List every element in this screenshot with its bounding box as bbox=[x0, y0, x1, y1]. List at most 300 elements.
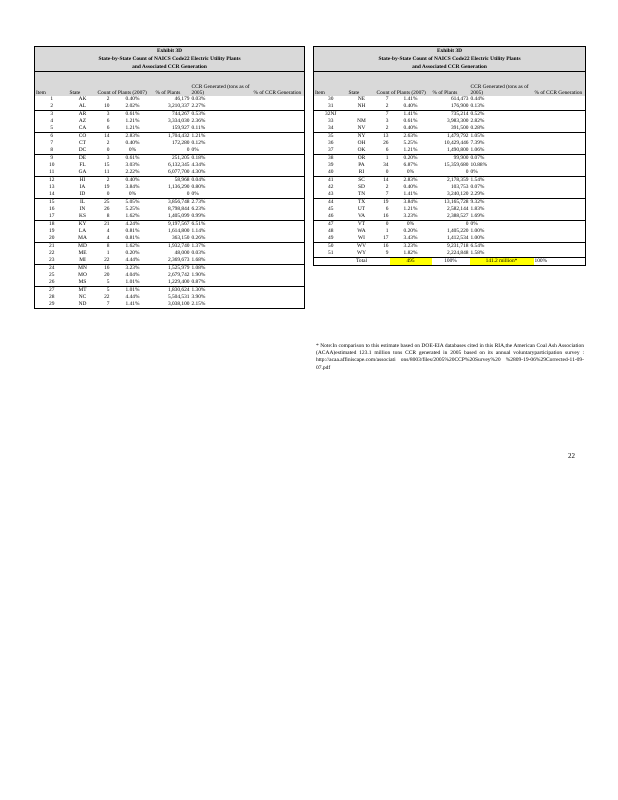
table-row bbox=[314, 140, 586, 147]
cell-item: 39 bbox=[328, 161, 334, 168]
cell-item: 29 bbox=[49, 300, 55, 307]
table-row bbox=[314, 206, 586, 213]
table-row bbox=[314, 147, 586, 155]
cell-pct-plants: 5.05% bbox=[111, 199, 155, 207]
cell-pct-ccr: 10.88% bbox=[470, 161, 488, 168]
cell-state: ID bbox=[79, 190, 86, 197]
cell-count: 6 bbox=[106, 124, 110, 131]
table-row bbox=[35, 265, 305, 273]
cell-blank bbox=[534, 96, 586, 103]
cell-state: MI bbox=[79, 256, 86, 263]
cell-pct-ccr: 2.36% bbox=[191, 117, 206, 124]
cell-item: 42 bbox=[328, 183, 334, 190]
cell-ccr: 744,267 bbox=[155, 111, 191, 119]
cell-count: 1 bbox=[106, 249, 110, 256]
table-row bbox=[35, 279, 305, 287]
cell-item: 46 bbox=[328, 212, 334, 219]
cell-ccr: 2,388,527 bbox=[446, 212, 469, 219]
cell-pct-ccr: 0.03% bbox=[191, 95, 206, 102]
col-item: Item bbox=[35, 72, 69, 97]
cell-pct-ccr: 1.08% bbox=[191, 265, 253, 273]
cell-blank bbox=[534, 235, 586, 243]
cell-blank bbox=[253, 118, 305, 125]
cell-state: MT bbox=[69, 287, 97, 295]
cell-pct-plants: 2.83% bbox=[390, 177, 432, 185]
cell-pct-ccr: 1.00% bbox=[470, 227, 485, 234]
col-count: Count of Plants (2007) bbox=[376, 72, 432, 97]
cell-ccr: 1,830,624 bbox=[155, 287, 191, 295]
cell-blank bbox=[253, 184, 305, 191]
cell-blank bbox=[253, 206, 305, 213]
table-row bbox=[35, 294, 305, 301]
cell-pct-ccr: 1.83% bbox=[470, 205, 485, 212]
cell-item: 35 bbox=[314, 133, 348, 141]
cell-pct-plants: 1.62% bbox=[125, 212, 140, 219]
cell-state: VT bbox=[348, 221, 376, 229]
total-pct-plants: 100% bbox=[432, 258, 470, 266]
cell-blank bbox=[253, 301, 305, 309]
col-count: Count of Plants (2007) bbox=[97, 72, 155, 97]
cell-state: NM bbox=[357, 117, 366, 124]
cell-item: 20 bbox=[49, 234, 55, 241]
cell-pct-ccr: 0.07% bbox=[470, 155, 534, 163]
cell-pct-plants: 2.22% bbox=[125, 168, 140, 175]
cell-ccr: 46,179 bbox=[174, 95, 190, 102]
table-row bbox=[35, 155, 305, 163]
cell-count: 4 bbox=[106, 234, 110, 241]
col-ccr: CCR Generated (tons as of 2005) bbox=[191, 72, 253, 97]
cell-state: MN bbox=[69, 265, 97, 273]
table-row bbox=[35, 191, 305, 199]
cell-state: DE bbox=[69, 155, 97, 163]
cell-blank bbox=[534, 169, 586, 177]
cell-ccr: 176,900 bbox=[450, 102, 469, 109]
cell-item: 7 bbox=[50, 139, 54, 146]
cell-blank bbox=[534, 147, 586, 155]
cell-ccr: 1,412,534 bbox=[446, 234, 469, 241]
cell-ccr: 735,214 bbox=[432, 111, 470, 119]
cell-pct-ccr: 2.82% bbox=[470, 117, 485, 124]
cell-blank bbox=[253, 294, 305, 301]
cell-pct-plants: 1.21% bbox=[403, 146, 418, 153]
cell-pct-plants: 3.84% bbox=[390, 199, 432, 207]
table-row bbox=[35, 125, 305, 133]
cell-item: 31 bbox=[328, 102, 334, 109]
cell-count: 2 bbox=[97, 177, 111, 185]
cell-blank bbox=[253, 125, 305, 133]
table-title: Exhibit 3D State-by-State Count of NAICS Code22 Electric Utility Plants and Associated CCR Generation bbox=[314, 47, 586, 72]
cell-count: 0 bbox=[106, 146, 110, 153]
cell-ccr: 1,479,792 bbox=[432, 133, 470, 141]
cell-state: IL bbox=[69, 199, 97, 207]
cell-state: OR bbox=[348, 155, 376, 163]
table-row bbox=[314, 133, 586, 141]
cell-count: 22 bbox=[104, 256, 110, 263]
cell-ccr: 2,178,359 bbox=[432, 177, 470, 185]
cell-state: AK bbox=[78, 95, 87, 102]
cell-ccr: 2,679,742 bbox=[167, 271, 190, 278]
cell-ccr: 1,704,432 bbox=[155, 133, 191, 141]
cell-item: 30 bbox=[328, 95, 334, 102]
cell-ccr: 6,132,345 bbox=[167, 161, 190, 168]
cell-state: SD bbox=[358, 183, 365, 190]
cell-state: RI bbox=[358, 168, 365, 175]
cell-blank bbox=[534, 184, 586, 191]
cell-blank bbox=[253, 169, 305, 177]
table-row bbox=[314, 103, 586, 111]
cell-pct-ccr: 0.18% bbox=[191, 155, 253, 163]
col-pct-plants: % of Plants bbox=[155, 72, 191, 97]
cell-state: KY bbox=[69, 221, 97, 229]
cell-state: CT bbox=[79, 139, 86, 146]
cell-pct-plants: 1.82% bbox=[403, 249, 418, 256]
cell-ccr: 9,231,718 bbox=[432, 243, 470, 251]
table-row bbox=[314, 243, 586, 251]
cell-pct-ccr: 0% bbox=[191, 146, 199, 153]
cell-item: 23 bbox=[49, 256, 55, 263]
col-ccr: CCR Generated (tons as of 2005) bbox=[470, 72, 534, 97]
cell-count: 1 bbox=[376, 155, 390, 163]
cell-count: 11 bbox=[104, 168, 110, 175]
cell-blank bbox=[534, 177, 586, 185]
cell-count: 17 bbox=[383, 234, 389, 241]
cell-ccr: 13,165,728 bbox=[432, 199, 470, 207]
table-row bbox=[314, 169, 586, 177]
table-row bbox=[35, 272, 305, 279]
cell-blank bbox=[534, 221, 586, 229]
cell-pct-plants: 3.03% bbox=[125, 161, 140, 168]
cell-ccr: 251,205 bbox=[155, 155, 191, 163]
cell-state: NY bbox=[348, 133, 376, 141]
cell-blank bbox=[253, 257, 305, 265]
table-row bbox=[35, 257, 305, 265]
cell-blank bbox=[253, 140, 305, 147]
cell-ccr: 1,405,099 bbox=[167, 212, 190, 219]
cell-blank bbox=[534, 162, 586, 169]
cell-pct-ccr: 2.15% bbox=[191, 300, 206, 307]
cell-state: KS bbox=[79, 212, 86, 219]
cell-pct-plants: 4.04% bbox=[125, 271, 140, 278]
cell-count: 2 bbox=[106, 95, 110, 102]
cell-item: 43 bbox=[328, 190, 334, 197]
table-row bbox=[35, 221, 305, 229]
cell-state: LA bbox=[78, 227, 87, 234]
cell-pct-ccr: 1.21% bbox=[191, 133, 253, 141]
cell-count: 16 bbox=[383, 212, 389, 219]
cell-count: 6 bbox=[385, 205, 389, 212]
cell-item: 16 bbox=[49, 205, 55, 212]
cell-pct-plants: 5.25% bbox=[125, 205, 140, 212]
cell-count: 26 bbox=[104, 205, 110, 212]
cell-pct-ccr: 3.90% bbox=[191, 293, 206, 300]
cell-state: MD bbox=[69, 243, 97, 251]
cell-blank bbox=[253, 235, 305, 243]
cell-blank bbox=[376, 258, 390, 266]
cell-state: WY bbox=[357, 249, 366, 256]
cell-blank bbox=[534, 228, 586, 235]
cell-blank bbox=[534, 118, 586, 125]
table-row bbox=[35, 169, 305, 177]
cell-count: 13 bbox=[376, 133, 390, 141]
cell-ccr: 1,490,800 bbox=[446, 146, 469, 153]
cell-item: 45 bbox=[328, 205, 334, 212]
col-pct-ccr: % of CCR Generation bbox=[534, 72, 586, 97]
cell-pct-ccr: 0.87% bbox=[191, 278, 206, 285]
cell-count: 1 bbox=[385, 227, 389, 234]
cell-pct-plants: 0.40% bbox=[403, 102, 418, 109]
table-row bbox=[35, 250, 305, 257]
cell-count: 6 bbox=[385, 146, 389, 153]
cell-state: FL bbox=[79, 161, 86, 168]
table-row bbox=[35, 140, 305, 147]
cell-pct-ccr: 0.99% bbox=[191, 212, 206, 219]
cell-blank bbox=[253, 243, 305, 251]
cell-pct-ccr: 4.34% bbox=[191, 161, 206, 168]
cell-count: 5 bbox=[97, 287, 111, 295]
cell-pct-plants: 0.40% bbox=[125, 139, 140, 146]
cell-blank bbox=[253, 162, 305, 169]
cell-count: 2 bbox=[385, 102, 389, 109]
cell-state: SC bbox=[348, 177, 376, 185]
cell-pct-plants: 0% bbox=[128, 146, 137, 153]
table-row bbox=[35, 228, 305, 235]
cell-pct-ccr: 1.14% bbox=[191, 227, 206, 234]
footnote: * Note:In comparison to this estimate based on DOE-EIA databases cited in this RIA,the American Coal Ash Association (ACAA)estimated 123.1 million tons CCR generated in 2005 based on its annual voluntaryparticipation survey : http://acaa.affiniscape.com/associati ons/8003/files/2005%20CCP%20Survey%20 %2809-19-06%29Corrected-11-09-07.pdf bbox=[316, 343, 584, 371]
cell-pct-ccr: 0.04% bbox=[191, 177, 253, 185]
cell-state: WV bbox=[348, 243, 376, 251]
cell-ccr: 10,429,446 bbox=[444, 139, 469, 146]
table-title: Exhibit 3D State-by-State Count of NAICS Code22 Electric Utility Plants and Associated CCR Generation bbox=[35, 47, 305, 72]
cell-state: NE bbox=[357, 95, 366, 102]
cell-count: 0 bbox=[106, 190, 110, 197]
cell-pct-ccr: 0.44% bbox=[470, 95, 485, 102]
cell-pct-plants: 0.20% bbox=[125, 249, 140, 256]
cell-pct-ccr: 2.27% bbox=[191, 102, 206, 109]
cell-pct-plants: 1.21% bbox=[403, 205, 418, 212]
col-item: Item bbox=[314, 72, 348, 97]
cell-state: ND bbox=[78, 300, 87, 307]
table-row bbox=[35, 287, 305, 295]
page-number: 22 bbox=[568, 452, 575, 460]
table-row bbox=[314, 111, 586, 119]
cell-blank bbox=[534, 191, 586, 199]
cell-ccr: 6,077,700 bbox=[167, 168, 190, 175]
cell-state: IA bbox=[79, 183, 86, 190]
cell-item: 17 bbox=[49, 212, 55, 219]
cell-count: 34 bbox=[383, 161, 389, 168]
cell-count: 20 bbox=[104, 271, 110, 278]
cell-pct-plants: 0% bbox=[390, 221, 432, 229]
cell-item: 26 bbox=[49, 278, 55, 285]
table-row bbox=[314, 125, 586, 133]
exhibit-table-right bbox=[313, 46, 586, 266]
cell-state: CA bbox=[78, 124, 87, 131]
cell-blank bbox=[314, 258, 348, 266]
cell-pct-plants: 0.40% bbox=[403, 183, 418, 190]
cell-state: CO bbox=[69, 133, 97, 141]
cell-blank bbox=[253, 199, 305, 207]
cell-state: TX bbox=[348, 199, 376, 207]
cell-pct-plants: 2.63% bbox=[390, 133, 432, 141]
cell-blank bbox=[253, 250, 305, 257]
cell-count: 2 bbox=[385, 183, 389, 190]
cell-item: 38 bbox=[314, 155, 348, 163]
cell-count: 14 bbox=[97, 133, 111, 141]
table-row bbox=[314, 191, 586, 199]
cell-pct-plants: 1.41% bbox=[125, 300, 140, 307]
cell-state: OK bbox=[357, 146, 366, 153]
cell-blank bbox=[534, 199, 586, 207]
cell-pct-plants: 0% bbox=[128, 190, 137, 197]
cell-pct-ccr: 9.32% bbox=[470, 199, 534, 207]
table-row bbox=[35, 235, 305, 243]
cell-state: IN bbox=[79, 205, 86, 212]
cell-pct-plants: 0.61% bbox=[111, 155, 155, 163]
cell-state: PA bbox=[358, 161, 365, 168]
cell-count: 9 bbox=[385, 249, 389, 256]
cell-pct-ccr: 2.29% bbox=[470, 190, 485, 197]
cell-pct-plants: 1.21% bbox=[125, 117, 140, 124]
col-state: State bbox=[69, 72, 97, 97]
cell-item: 28 bbox=[49, 293, 55, 300]
cell-ccr: 3,210,337 bbox=[167, 102, 190, 109]
cell-count: 16 bbox=[376, 243, 390, 251]
cell-ccr: 3,983,300 bbox=[446, 117, 469, 124]
cell-item: 1 bbox=[50, 95, 54, 102]
cell-count: 5 bbox=[106, 278, 110, 285]
cell-pct-plants: 0.40% bbox=[403, 124, 418, 131]
cell-blank bbox=[253, 279, 305, 287]
cell-item: 2 bbox=[50, 102, 54, 109]
cell-item: 6 bbox=[35, 133, 69, 141]
cell-blank bbox=[534, 206, 586, 213]
cell-pct-plants: 0% bbox=[406, 168, 415, 175]
cell-count: 7 bbox=[106, 300, 110, 307]
table-row bbox=[314, 213, 586, 221]
cell-pct-plants: 4.44% bbox=[125, 256, 140, 263]
cell-blank bbox=[253, 133, 305, 141]
cell-count: 19 bbox=[104, 183, 110, 190]
cell-pct-plants: 0.81% bbox=[125, 227, 140, 234]
cell-blank bbox=[534, 111, 586, 119]
cell-pct-ccr: 0.03% bbox=[191, 249, 206, 256]
cell-state: GA bbox=[78, 168, 87, 175]
cell-pct-ccr: 4.30% bbox=[191, 168, 206, 175]
cell-state: NV bbox=[357, 124, 366, 131]
cell-pct-ccr: 1.06% bbox=[470, 146, 485, 153]
cell-pct-ccr: 1.68% bbox=[191, 256, 206, 263]
cell-blank bbox=[253, 221, 305, 229]
cell-ccr: 1,405,220 bbox=[446, 227, 469, 234]
cell-item: 22 bbox=[49, 249, 55, 256]
cell-state: MA bbox=[78, 234, 87, 241]
cell-pct-ccr: 0.13% bbox=[470, 102, 485, 109]
cell-item: 47 bbox=[314, 221, 348, 229]
cell-item: 33 bbox=[328, 117, 334, 124]
cell-state: OH bbox=[357, 139, 366, 146]
cell-item: 48 bbox=[328, 227, 334, 234]
cell-ccr: 1,614,800 bbox=[167, 227, 190, 234]
cell-pct-plants: 1.01% bbox=[125, 278, 140, 285]
cell-pct-ccr: 1.54% bbox=[470, 177, 534, 185]
cell-ccr: 3,038,100 bbox=[167, 300, 190, 307]
cell-item: 21 bbox=[35, 243, 69, 251]
cell-pct-plants: 3.43% bbox=[403, 234, 418, 241]
cell-pct-ccr: 6.51% bbox=[191, 221, 253, 229]
cell-item: 18 bbox=[35, 221, 69, 229]
table-row bbox=[314, 96, 586, 103]
cell-ccr: 58,968 bbox=[155, 177, 191, 185]
cell-pct-plants: 0.20% bbox=[403, 227, 418, 234]
cell-blank bbox=[534, 103, 586, 111]
cell-ccr: 99,900 bbox=[432, 155, 470, 163]
table-row bbox=[35, 206, 305, 213]
cell-count: 3 bbox=[97, 155, 111, 163]
table-row bbox=[314, 155, 586, 163]
cell-blank bbox=[253, 272, 305, 279]
cell-pct-plants: 4.24% bbox=[111, 221, 155, 229]
cell-ccr: 3,856,748 bbox=[155, 199, 191, 207]
cell-ccr: 0 bbox=[432, 221, 470, 229]
total-row bbox=[314, 258, 586, 266]
table-row bbox=[314, 199, 586, 207]
cell-item: 15 bbox=[35, 199, 69, 207]
cell-count: 14 bbox=[376, 177, 390, 185]
cell-count: 3 bbox=[97, 111, 111, 119]
cell-pct-ccr: 1.30% bbox=[191, 287, 253, 295]
cell-pct-ccr: 6.23% bbox=[191, 205, 206, 212]
cell-pct-plants: 1.01% bbox=[111, 287, 155, 295]
cell-ccr: 1,136,290 bbox=[167, 183, 190, 190]
cell-item: 27 bbox=[35, 287, 69, 295]
cell-item: 34 bbox=[328, 124, 334, 131]
cell-ccr: 0 bbox=[186, 190, 190, 197]
cell-blank bbox=[253, 213, 305, 221]
cell-state bbox=[348, 111, 376, 119]
cell-state: AZ bbox=[78, 117, 87, 124]
table-row bbox=[35, 118, 305, 125]
cell-item: 4 bbox=[50, 117, 54, 124]
total-count: 495 bbox=[390, 258, 432, 266]
cell-item: 32NJ bbox=[314, 111, 348, 119]
cell-count: 0 bbox=[385, 168, 389, 175]
cell-pct-plants: 3.23% bbox=[390, 243, 432, 251]
cell-blank bbox=[253, 147, 305, 155]
table-row bbox=[314, 162, 586, 169]
cell-state: AR bbox=[69, 111, 97, 119]
cell-item: 37 bbox=[328, 146, 334, 153]
cell-count: 7 bbox=[385, 190, 389, 197]
cell-pct-ccr: 1.58% bbox=[470, 249, 485, 256]
cell-ccr: 103,753 bbox=[450, 183, 469, 190]
cell-count: 16 bbox=[97, 265, 111, 273]
cell-count: 8 bbox=[97, 243, 111, 251]
cell-pct-ccr: 0.07% bbox=[470, 183, 485, 190]
cell-blank bbox=[253, 111, 305, 119]
cell-blank bbox=[253, 96, 305, 103]
cell-count: 2 bbox=[385, 124, 389, 131]
table-row bbox=[35, 177, 305, 185]
cell-blank bbox=[534, 213, 586, 221]
cell-count: 6 bbox=[106, 117, 110, 124]
table-row bbox=[35, 133, 305, 141]
cell-item: 3 bbox=[35, 111, 69, 119]
cell-item: 12 bbox=[35, 177, 69, 185]
cell-ccr: 2,582,144 bbox=[446, 205, 469, 212]
cell-blank bbox=[534, 140, 586, 147]
cell-blank bbox=[534, 243, 586, 251]
cell-pct-plants: 4.44% bbox=[125, 293, 140, 300]
